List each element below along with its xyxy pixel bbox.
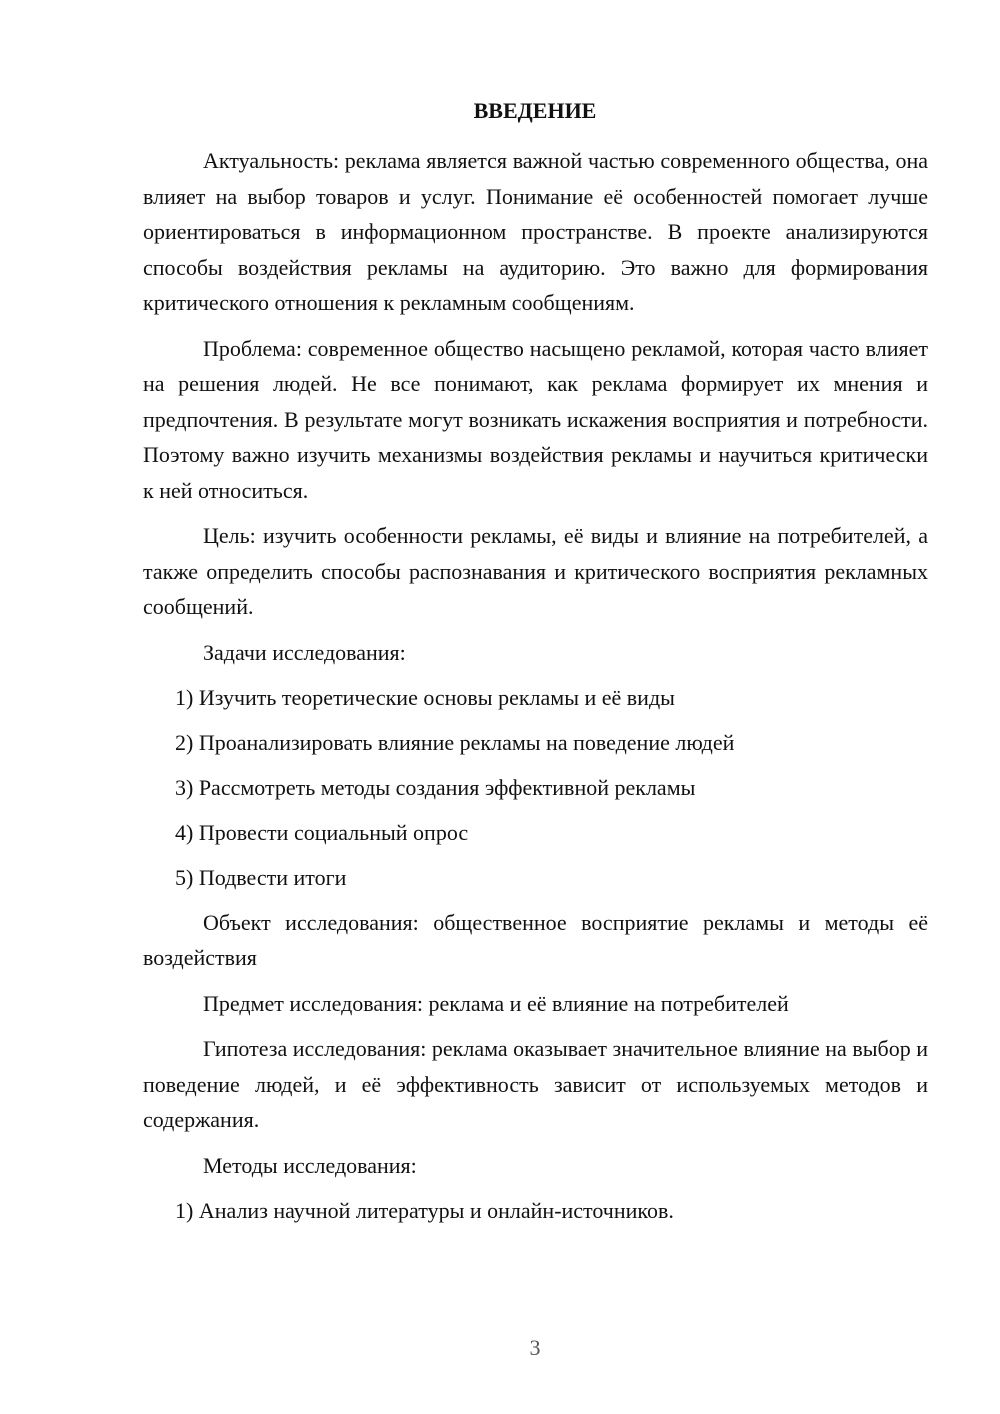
list-item-task-4: 4) Провести социальный опрос	[175, 819, 469, 845]
hypothesis-paragraph: Гипотеза исследования: реклама оказывает значительное влияние на выбор и поведение людей, и её эффективность зависит от используемых методов и содержания.	[143, 1036, 928, 1132]
page-number: 3	[529, 1335, 541, 1360]
page-title: ВВЕДЕНИЕ	[473, 98, 597, 123]
list-item-task-1: 1) Изучить теоретические основы рекламы и её виды	[175, 684, 675, 710]
methods-label: Методы исследования:	[203, 1152, 417, 1178]
problem-paragraph: Проблема: современное общество насыщено рекламой, которая часто влияет на решения людей. Не все понимают, как реклама формирует их мнения и предпочтения. В результате могут возникать искажения восприятия и потребности. Поэтому важно изучить механизмы воздействия рекламы и научиться критически к ней относиться.	[143, 335, 928, 503]
object-paragraph: Объект исследования: общественное восприятие рекламы и методы её воздействия	[143, 909, 928, 970]
relevance-paragraph: Актуальность: реклама является важной частью современного общества, она влияет на выбор товаров и услуг. Понимание её особенностей помогает лучше ориентироваться в информационном пространстве. В проекте анализируются способы воздействия рекламы на аудиторию. Это важно для формирования критического отношения к рекламным сообщениям.	[143, 148, 928, 315]
tasks-label: Задачи исследования:	[203, 639, 406, 665]
subject-paragraph: Предмет исследования: реклама и её влияние на потребителей	[203, 990, 789, 1016]
list-item-task-5: 5) Подвести итоги	[175, 864, 347, 890]
goal-paragraph: Цель: изучить особенности рекламы, её виды и влияние на потребителей, а также определить способы распознавания и критического восприятия рекламных сообщений.	[143, 523, 928, 619]
list-item-task-2: 2) Проанализировать влияние рекламы на поведение людей	[175, 729, 735, 755]
list-item-method-1: 1) Анализ научной литературы и онлайн-источников.	[175, 1197, 674, 1223]
list-item-task-3: 3) Рассмотреть методы создания эффективной рекламы	[175, 774, 696, 800]
document-body	[143, 143, 928, 1238]
